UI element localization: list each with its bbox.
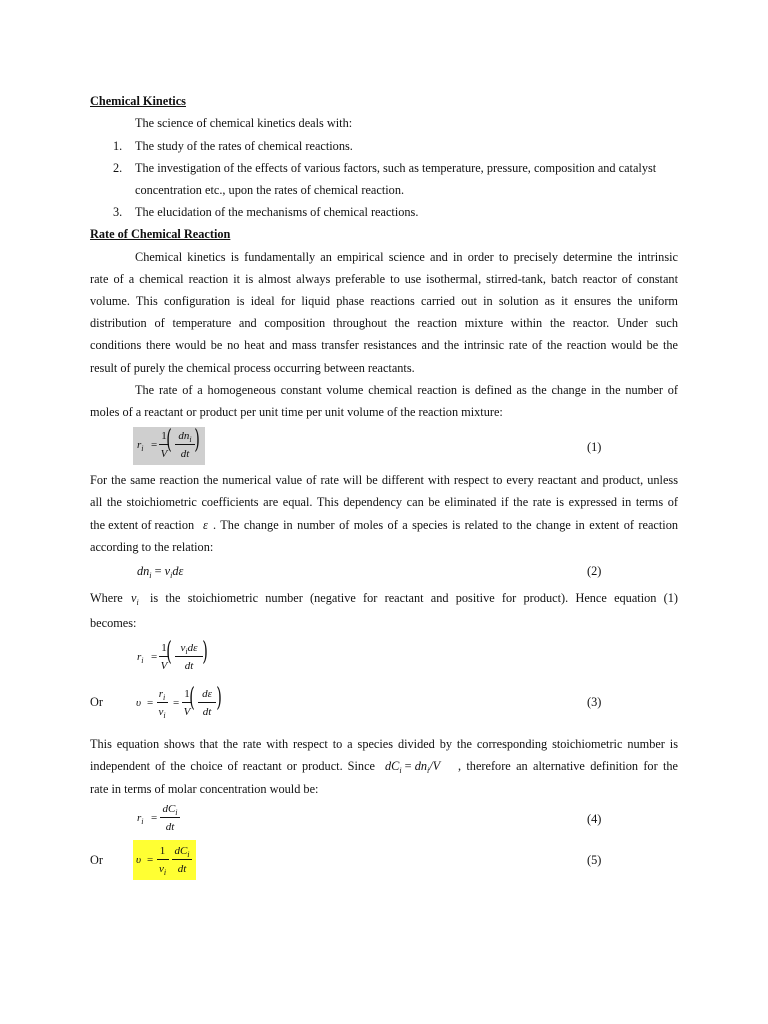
eq3-bar3 bbox=[198, 702, 216, 703]
list-number-1: 1. bbox=[113, 139, 123, 153]
list-item-3: The elucidation of the mechanisms of chemical reactions. bbox=[135, 205, 419, 219]
para1-line6: result of purely the chemical process occurring between reactants. bbox=[90, 361, 415, 375]
or-label-2: Or bbox=[90, 853, 103, 867]
eq3-ri: $r_i$ bbox=[158, 688, 166, 702]
eq3-V: V bbox=[183, 706, 191, 718]
equation-number-3: (3) bbox=[587, 695, 602, 709]
para3-line3a: the extent of reaction bbox=[90, 518, 195, 532]
or-label-1: Or bbox=[90, 695, 103, 709]
para2-line2: moles of a reactant or product per unit time per unit volume of the reaction mixture: bbox=[90, 405, 503, 419]
eq3-rparen: ) bbox=[216, 683, 222, 713]
para1-line2: rate of a chemical reaction it is almost always preferable to use isothermal, stirred-tank, batch reactor of constant bbox=[90, 272, 678, 286]
eq1-r: $r_i$ bbox=[137, 439, 144, 453]
eq4-equals: = bbox=[151, 812, 158, 824]
list-item-1: The study of the rates of chemical reactions. bbox=[135, 139, 353, 153]
list-item-2-cont: concentration etc., upon the rates of chemical reaction. bbox=[135, 183, 405, 197]
eq3-equals2: = bbox=[173, 697, 180, 709]
para4-rest: is the stoichiometric number (negative for reactant and positive for product). Hence equation (1) bbox=[150, 591, 678, 605]
para5-line2a: independent of the choice of reactant or product. Since bbox=[90, 759, 375, 773]
eq3-equals1: = bbox=[147, 697, 154, 709]
eqa-rparen: ) bbox=[202, 637, 208, 667]
eq1-one: 1 bbox=[161, 430, 167, 442]
eq3-nui: $\nu_i$ bbox=[158, 706, 166, 720]
eq1-rparen: ) bbox=[194, 425, 200, 455]
eq5-bar1 bbox=[157, 859, 169, 860]
eqa-equals: = bbox=[151, 651, 158, 663]
para4-where: Where bbox=[90, 591, 123, 605]
eqa-num: $\nu_id\varepsilon$ bbox=[180, 642, 198, 656]
eq1-bar2 bbox=[175, 444, 195, 445]
list-item-2: The investigation of the effects of various factors, such as temperature, pressure, composition and catalyst bbox=[135, 161, 657, 175]
eqa-bar2 bbox=[175, 656, 203, 657]
eqa-r: $r_i$ bbox=[137, 651, 144, 665]
eq1-dt: dt bbox=[180, 448, 190, 460]
eq1-dn: $dn_i$ bbox=[178, 430, 192, 444]
eq4-r: $r_i$ bbox=[137, 812, 144, 826]
eq4-dC: $dC_i$ bbox=[162, 803, 178, 817]
eqa-V: V bbox=[160, 660, 168, 672]
eq3-lparen: ( bbox=[189, 683, 195, 713]
section-title-rate: Rate of Chemical Reaction bbox=[90, 227, 231, 241]
equation-number-1: (1) bbox=[587, 440, 602, 454]
eq4-dt: dt bbox=[165, 821, 175, 833]
eq5-dt: dt bbox=[177, 863, 187, 875]
eqa-lparen: ( bbox=[166, 637, 172, 667]
para1-line4: distribution of temperature and composition throughout the reaction mixture within the reactor. Under such bbox=[90, 316, 678, 330]
eq5-dC: $dC_i$ bbox=[174, 845, 190, 859]
para5-line1: This equation shows that the rate with respect to a species divided by the corresponding stoichiometric number is bbox=[90, 737, 678, 751]
equation-number-5: (5) bbox=[587, 853, 602, 867]
para1-line3: volume. This configuration is ideal for liquid phase reactions carried out in solution as it ensures the uniform bbox=[90, 294, 678, 308]
eqa-dt: dt bbox=[184, 660, 194, 672]
equation-2: $dn_i = \nu_id\varepsilon$ bbox=[137, 564, 184, 580]
equation-number-4: (4) bbox=[587, 812, 602, 826]
para3-line2: all the stoichiometric coefficients are equal. This dependency can be eliminated if the rate is expressed in terms of bbox=[90, 495, 678, 509]
eq1-lparen: ( bbox=[166, 425, 172, 455]
eq5-bar2 bbox=[172, 859, 192, 860]
eq5-upsilon: υ bbox=[136, 854, 142, 866]
eq5-one: 1 bbox=[159, 845, 166, 857]
eq3-dt: dt bbox=[202, 706, 212, 718]
para2-line1: The rate of a homogeneous constant volume chemical reaction is defined as the change in the number of bbox=[135, 383, 678, 397]
para3-line4: according to the relation: bbox=[90, 540, 214, 554]
eq3-de: dε bbox=[202, 688, 212, 700]
eq4-bar bbox=[160, 817, 180, 818]
intro-text: The science of chemical kinetics deals with: bbox=[135, 116, 353, 130]
symbol-epsilon: ε bbox=[203, 518, 208, 532]
list-number-3: 3. bbox=[113, 205, 123, 219]
eq5-nui: $\nu_i$ bbox=[158, 863, 167, 877]
equation-number-2: (2) bbox=[587, 564, 602, 578]
eq1-V: V bbox=[160, 448, 168, 460]
para3-line3b: . The change in number of moles of a species is related to the change in extent of reaction bbox=[213, 518, 678, 532]
eq3-bar1 bbox=[157, 702, 168, 703]
para1-line5: conditions there would be no heat and mass transfer resistances and the intrinsic rate of the reaction would be the bbox=[90, 338, 678, 352]
para4-becomes: becomes: bbox=[90, 616, 137, 630]
symbol-nu-i: $\nu_i$ bbox=[131, 591, 139, 607]
eqa-one: 1 bbox=[161, 642, 167, 654]
para5-line2b: , therefore an alternative definition for the bbox=[458, 759, 678, 773]
para1-line1: Chemical kinetics is fundamentally an empirical science and in order to precisely determine the intrinsic bbox=[135, 250, 678, 264]
inline-dCi-relation: $dC_i = dn_i/V$ bbox=[385, 759, 441, 775]
eq5-equals: = bbox=[147, 854, 154, 866]
eq1-equals: = bbox=[151, 439, 158, 451]
list-number-2: 2. bbox=[113, 161, 123, 175]
para5-line3: rate in terms of molar concentration would be: bbox=[90, 782, 319, 796]
section-title-chemical-kinetics: Chemical Kinetics bbox=[90, 94, 186, 108]
para3-line1: For the same reaction the numerical value of rate will be different with respect to every reactant and product, unless bbox=[90, 473, 678, 487]
eq3-upsilon: υ bbox=[136, 697, 142, 709]
eq3-one: 1 bbox=[184, 688, 190, 700]
